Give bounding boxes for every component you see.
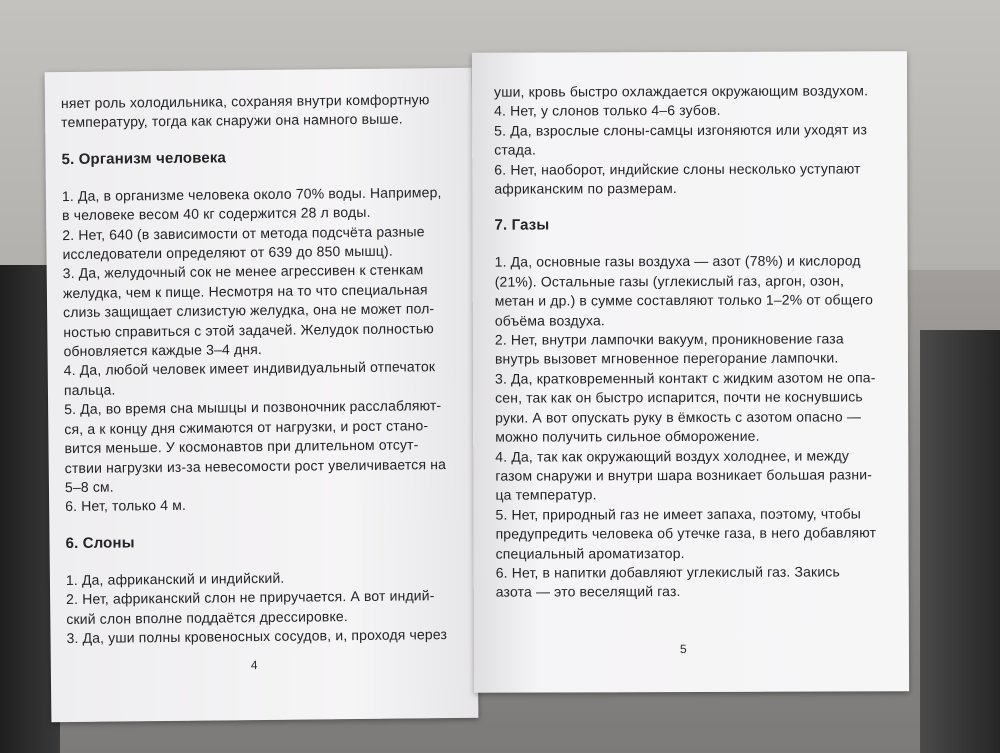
text-line: 2. Нет, африканский слон не приручается. А вот индий- (66, 587, 435, 608)
text-line: 2. Нет, 640 (в зависимости от метода подсчёта разные (62, 222, 425, 243)
text-line: 6. Нет, только 4 м. (65, 497, 187, 515)
page-number-left: 4 (250, 658, 258, 673)
heading-elephants: 6. Слоны (65, 534, 135, 552)
text-line: 5. Да, взрослые слоны-самцы изгоняются или уходят из (494, 121, 868, 139)
text-line: 6. Нет, наоборот, индийские слоны несколько уступают (494, 160, 861, 178)
text-line: 1. Да, в организме человека около 70% воды. Например, (61, 183, 442, 204)
dark-surface-right (920, 330, 1000, 753)
text-line: 4. Да, так как окружающий воздух холоднее, и между (495, 446, 850, 465)
page-number-right: 5 (679, 642, 687, 657)
text-line: уши, кровь быстро охлаждается окружающим воздухом. (493, 82, 869, 100)
text-line: 1. Да, африканский и индийский. (65, 569, 285, 588)
text-line: пальца. (63, 381, 116, 398)
text-line: в человеке весом 40 кг содержится 28 л воды. (62, 204, 371, 224)
text-line: внутрь вызовет мгновенное перегорание лампочки. (494, 349, 839, 368)
text-line: 4. Нет, у слонов только 4–6 зубов. (494, 102, 721, 120)
text-line: руки. А вот опускать руку в ёмкость с азотом опасно — (495, 408, 862, 426)
text-line: 5. Нет, природный газ не имеет запаха, поэтому, чтобы (495, 505, 862, 523)
text-line: объёма воздуха. (494, 311, 605, 329)
right-top-lines (494, 81, 892, 199)
text-line: ский слон вполне поддаётся дрессировке. (66, 607, 348, 627)
left-top-lines (61, 90, 453, 133)
left-page (45, 68, 479, 722)
text-line: 1. Да, основные газы воздуха — азот (78%) и кислород (494, 252, 861, 271)
text-line: ностью справиться с этой задачей. Желудок полностью (63, 319, 434, 340)
text-line: желудка, чем к пище. Несмотря на то что специальная (62, 281, 428, 301)
text-line: исследователи определяют от 639 до 850 мышц). (62, 242, 393, 263)
text-line: (21%). Остальные газы (углекислый газ, аргон, озон, (494, 272, 845, 290)
text-line: обновляется каждые 3–4 дня. (63, 341, 263, 360)
text-line: 3. Да, уши полны кровеносных сосудов, и, проходя через (66, 626, 448, 646)
text-line: азота — это веселящий газ. (495, 583, 681, 601)
section-organism (62, 183, 457, 517)
text-line: 3. Да, желудочный сок не менее агрессивен к стенкам (62, 261, 424, 282)
text-line: 3. Да, кратковременный контакт с жидким азотом не опа- (494, 369, 876, 387)
text-line: сен, так как он быстро испарится, почти не коснувшись (495, 388, 863, 406)
heading-gases: 7. Газы (494, 216, 550, 235)
text-line: газом снаружи и внутри шара возникает большая разни- (495, 466, 873, 484)
text-line: ся, а к концу дня сжимаются от нагрузки, и рост стано- (64, 416, 429, 437)
text-line: метан и др.) в сумме составляют только 1–2% от общего (494, 291, 874, 309)
text-line: вится меньше. У космонавтов при длительном отсут- (64, 436, 419, 457)
text-line: предупредить человека об утечке газа, в него добавляют (495, 524, 877, 542)
left-page-text (61, 90, 459, 648)
text-line: слизь защищает слизистую желудка, она не может пол- (63, 300, 435, 321)
text-line: няет роль холодильника, сохраняя внутри комфортную (60, 91, 430, 112)
text-line: 5–8 см. (64, 478, 114, 495)
section-gases (495, 252, 894, 603)
text-line: ца температур. (495, 486, 597, 503)
right-page (472, 51, 909, 693)
text-line: температуру, тогда как снаружи она намного выше. (61, 110, 403, 131)
text-line: ствии нагрузки из-за невесомости рост увеличивается на (64, 455, 447, 476)
text-line: 2. Нет, внутри лампочки вакуум, проникновение газа (494, 330, 844, 348)
text-line: можно получить сильное обморожение. (495, 427, 760, 445)
right-page-text (494, 81, 894, 602)
text-line: 4. Да, любой человек имеет индивидуальный отпечаток (63, 358, 436, 379)
text-line: стада. (494, 141, 537, 158)
text-line: африканским по размерам. (494, 180, 677, 197)
heading-organism: 5. Организм человека (61, 149, 227, 168)
section-elephants (66, 567, 459, 649)
text-line: специальный ароматизатор. (495, 544, 685, 562)
text-line: 5. Да, во время сна мышцы и позвоночник расслабляют- (64, 397, 442, 418)
text-line: 6. Нет, в напитки добавляют углекислый газ. Закись (495, 563, 840, 581)
